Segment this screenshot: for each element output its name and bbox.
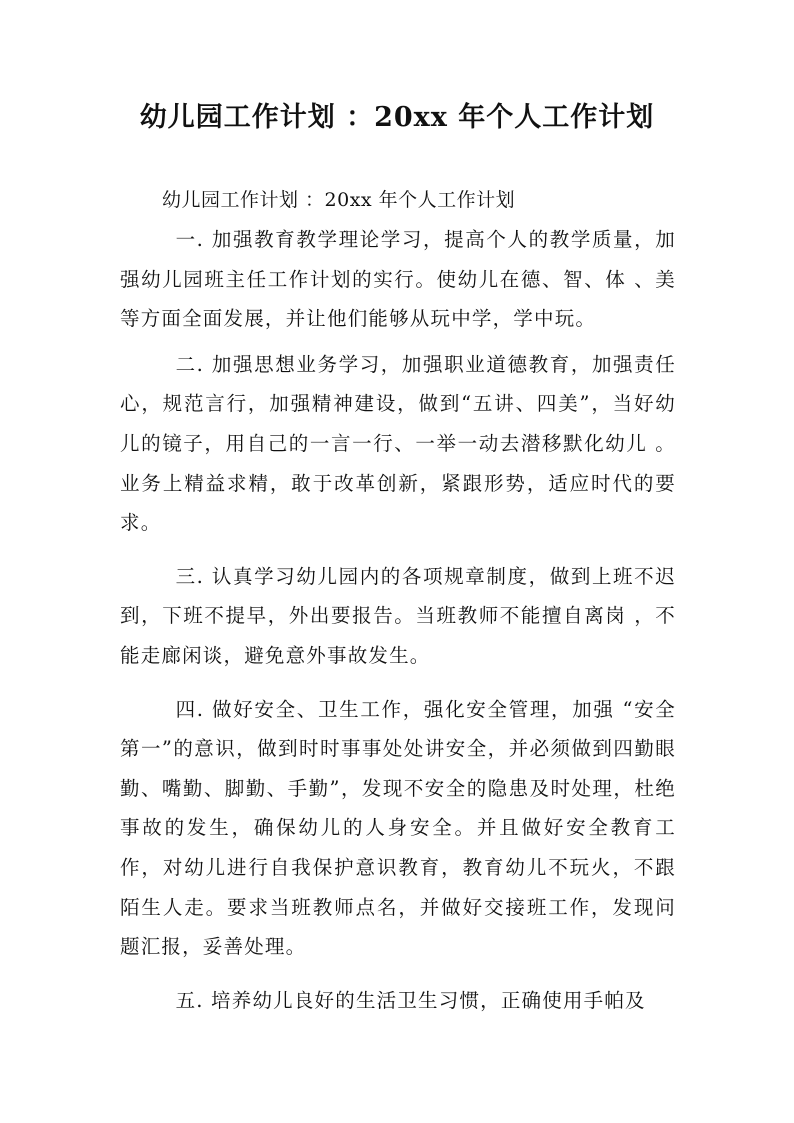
paragraph-1: 一. 加强教育教学理论学习，提高个人的教学质量，加强幼儿园班主任工作计划的实行。使幼儿在德、智、体 、美等方面全面发展，并让他们能够从玩中学，学中玩。	[120, 228, 676, 331]
document-body	[120, 180, 676, 1020]
paragraph-2: 二. 加强思想业务学习，加强职业道德教育，加强责任心，规范言行，加强精神建设，做到“五讲、四美”，当好幼儿的镜子，用自己的一言一行、一举一动去潜移默化幼儿 。业务上精益求精，敢于改革创新，紧跟形势，适应时代的要求。	[120, 352, 676, 535]
document-title: 幼儿园工作计划 ：20xx 年个人工作计划	[139, 102, 655, 133]
paragraph-4: 四. 做好安全、卫生工作，强化安全管理，加强 “安全第一”的意识，做到时时事事处处讲安全，并必须做到四勤眼勤、嘴勤、脚勤、手勤”，发现不安全的隐患及时处理，杜绝事故的发生，确保幼儿的人身安全。并且做好安全教育工作，对幼儿进行自我保护意识教育，教育幼儿不玩火，不跟陌生人走。要求当班教师点名，并做好交接班工作，发现问题汇报，妥善处理。	[120, 697, 676, 959]
document-subtitle: 幼儿园工作计划 ：20xx 年个人工作计划	[162, 189, 516, 211]
paragraph-5: 五. 培养幼儿良好的生活卫生习惯，正确使用手帕及	[175, 988, 646, 1012]
paragraph-3: 三. 认真学习幼儿园内的各项规章制度，做到上班不迟到，下班不提早，外出要报告。当班教师不能擅自离岗 ，不能走廊闲谈，避免意外事故发生。	[120, 564, 676, 667]
